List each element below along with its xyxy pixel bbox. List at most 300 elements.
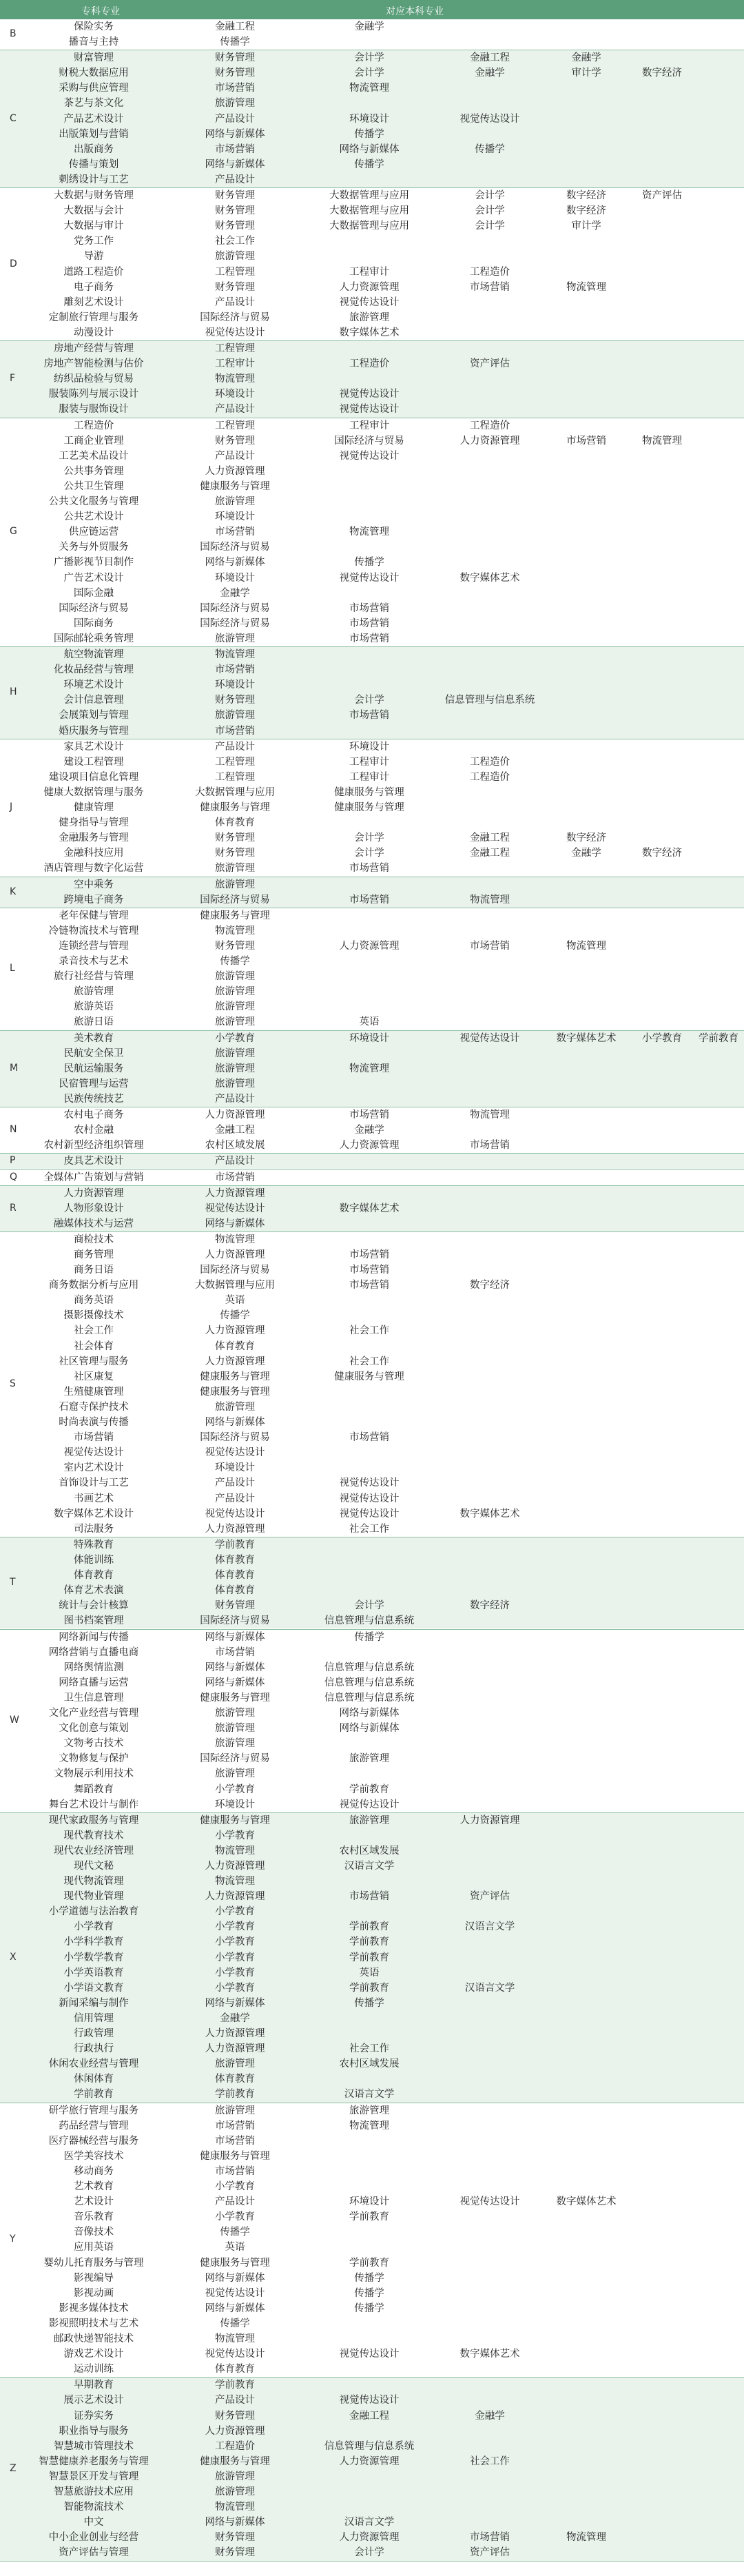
table-row (0, 1445, 744, 1460)
table-row (0, 571, 744, 586)
table-row (0, 1522, 744, 1537)
bachelor-major-cell: 环境设计 (215, 389, 255, 400)
bachelor-major-cell: 市场营销 (470, 2532, 510, 2544)
bachelor-major-cell: 国际经济与贸易 (200, 1615, 270, 1627)
table-row (0, 540, 744, 555)
vocational-major-cell: 连锁经营与管理 (59, 940, 129, 952)
table-row (0, 677, 744, 693)
bachelor-major-cell: 数字媒体艺术 (459, 2349, 520, 2360)
bachelor-major-cell: 旅游管理 (215, 1078, 255, 1090)
letter-group (0, 341, 744, 418)
table-row (0, 1354, 744, 1369)
table-row (0, 616, 744, 631)
table-row (0, 433, 744, 449)
vocational-major-cell: 农村新型经济组织管理 (43, 1140, 144, 1152)
vocational-major-cell: 跨境电子商务 (63, 894, 124, 906)
vocational-major-cell: 早期教育 (74, 2380, 114, 2391)
bachelor-major-cell: 网络与新媒体 (339, 1708, 400, 1719)
bachelor-major-cell: 物流管理 (349, 527, 389, 538)
group-letter: G (10, 526, 17, 538)
bachelor-major-cell: 国际经济与贸易 (200, 602, 270, 614)
vocational-major-cell: 公共事务管理 (63, 465, 124, 477)
bachelor-major-cell: 金融工程 (470, 848, 510, 859)
bachelor-major-cell: 网络与新媒体 (205, 128, 265, 140)
bachelor-major-cell: 学前教育 (349, 2211, 389, 2223)
bachelor-major-cell: 国际经济与贸易 (200, 1432, 270, 1444)
bachelor-major-cell: 数字经济 (642, 848, 682, 859)
bachelor-major-cell: 健康服务与管理 (334, 802, 404, 814)
bachelor-major-cell: 财务管理 (215, 848, 255, 859)
vocational-major-cell: 融媒体技术与运营 (54, 1218, 134, 1229)
bachelor-major-cell: 英语 (225, 2242, 245, 2253)
table-row (0, 830, 744, 846)
table-row (0, 1031, 744, 1046)
bachelor-major-cell: 环境设计 (349, 2196, 389, 2208)
vocational-major-cell: 公共艺术设计 (63, 511, 124, 523)
table-row (0, 280, 744, 295)
table-row (0, 1553, 744, 1568)
vocational-major-cell: 智慧旅游技术应用 (54, 2486, 134, 2498)
bachelor-major-cell: 视觉传达设计 (205, 1203, 265, 1214)
group-letter: J (10, 801, 13, 813)
group-letter: H (10, 686, 17, 698)
bachelor-major-cell: 传播学 (354, 128, 384, 140)
vocational-major-cell: 网络营销与直播电商 (48, 1646, 139, 1658)
vocational-major-cell: 社会工作 (74, 1325, 114, 1337)
vocational-major-cell: 影视多媒体技术 (59, 2302, 129, 2314)
vocational-major-cell: 商务管理 (74, 1249, 114, 1260)
bachelor-major-cell: 学前教育 (349, 2257, 389, 2269)
bachelor-major-cell: 财务管理 (215, 1600, 255, 1612)
bachelor-major-cell: 市场营销 (215, 143, 255, 155)
bachelor-major-cell: 市场营销 (215, 1172, 255, 1183)
table-row (0, 2240, 744, 2255)
bachelor-major-cell: 小学教育 (215, 1783, 255, 1795)
vocational-major-cell: 网络直播与运营 (59, 1677, 129, 1688)
bachelor-major-cell: 社会工作 (470, 2455, 510, 2467)
bachelor-major-cell: 视觉传达设计 (205, 327, 265, 338)
bachelor-major-cell: 环境设计 (215, 679, 255, 691)
letter-group (0, 647, 744, 739)
vocational-major-cell: 健身指导与管理 (59, 817, 129, 829)
vocational-major-cell: 中文 (83, 2517, 104, 2528)
table-row (0, 2056, 744, 2072)
group-letter: P (10, 1155, 16, 1167)
vocational-major-cell: 艺术设计 (74, 2196, 114, 2208)
table-row (0, 402, 744, 417)
vocational-major-cell: 人物形象设计 (63, 1203, 124, 1214)
bachelor-major-cell: 人力资源管理 (339, 2532, 400, 2544)
bachelor-major-cell: 大数据管理与应用 (195, 1280, 275, 1291)
bachelor-major-cell: 环境设计 (349, 1032, 389, 1044)
table-row (0, 265, 744, 280)
bachelor-major-cell: 审计学 (571, 221, 601, 232)
table-row (0, 892, 744, 908)
table-row (0, 2026, 744, 2041)
vocational-major-cell: 旅游管理 (74, 986, 114, 998)
vocational-major-cell: 现代文秘 (74, 1860, 114, 1872)
vocational-major-cell: 数字媒体艺术设计 (54, 1508, 134, 1520)
vocational-major-cell: 社区康复 (74, 1371, 114, 1382)
bachelor-major-cell: 旅游管理 (215, 633, 255, 644)
table-row (0, 2179, 744, 2194)
vocational-major-cell: 小学英语教育 (63, 1967, 124, 1979)
bachelor-major-cell: 环境设计 (349, 741, 389, 753)
bachelor-major-cell: 物流管理 (566, 2532, 606, 2544)
bachelor-major-cell: 国际经济与贸易 (200, 542, 270, 553)
bachelor-major-cell: 人力资源管理 (459, 1815, 520, 1826)
letter-group (0, 1232, 744, 1537)
vocational-major-cell: 民宿管理与运营 (59, 1078, 129, 1090)
table-row (0, 19, 744, 34)
table-row (0, 1813, 744, 1828)
bachelor-major-cell: 健康服务与管理 (200, 2257, 270, 2269)
table-row (0, 356, 744, 371)
bachelor-major-cell: 金融学 (220, 587, 250, 599)
bachelor-major-cell: 社会工作 (349, 1523, 389, 1535)
vocational-major-cell: 人力资源管理 (63, 1187, 124, 1199)
bachelor-major-cell: 人力资源管理 (205, 1860, 265, 1872)
bachelor-major-cell: 会计学 (354, 68, 384, 79)
vocational-major-cell: 小学科学教育 (63, 1936, 124, 1948)
bachelor-major-cell: 视觉传达设计 (339, 1493, 400, 1504)
bachelor-major-cell: 旅游管理 (215, 1047, 255, 1059)
bachelor-major-cell: 汉语言文学 (344, 1860, 395, 1872)
bachelor-major-cell: 人力资源管理 (339, 281, 400, 293)
bachelor-major-cell: 体育教育 (215, 1585, 255, 1597)
bachelor-major-cell: 网络与新媒体 (205, 2272, 265, 2284)
bachelor-major-cell: 健康服务与管理 (200, 1371, 270, 1382)
vocational-major-cell: 旅游日语 (74, 1016, 114, 1028)
vocational-major-cell: 影视编导 (74, 2272, 114, 2284)
bachelor-major-cell: 农村区域发展 (205, 1140, 265, 1152)
bachelor-major-cell: 工程审计 (349, 756, 389, 768)
bachelor-major-cell: 资产评估 (470, 358, 510, 370)
bachelor-major-cell: 学前教育 (349, 1952, 389, 1963)
bachelor-major-cell: 视觉传达设计 (459, 2196, 520, 2208)
bachelor-major-cell: 物流管理 (349, 83, 389, 94)
table-row (0, 1645, 744, 1660)
table-row (0, 1919, 744, 1934)
bachelor-major-cell: 人力资源管理 (205, 2425, 265, 2437)
bachelor-major-cell: 小学教育 (215, 1906, 255, 1918)
table-row (0, 1278, 744, 1293)
bachelor-major-cell: 网络与新媒体 (205, 1677, 265, 1688)
vocational-major-cell: 应用英语 (74, 2242, 114, 2253)
bachelor-major-cell: 物流管理 (349, 1063, 389, 1074)
bachelor-major-cell: 金融学 (571, 848, 601, 859)
bachelor-major-cell: 传播学 (354, 2302, 384, 2314)
table-row (0, 387, 744, 402)
bachelor-major-cell: 会计学 (354, 695, 384, 706)
bachelor-major-cell: 大数据管理与应用 (329, 221, 409, 232)
vocational-major-cell: 文物考古技术 (63, 1738, 124, 1750)
bachelor-major-cell: 产品设计 (215, 1493, 255, 1504)
bachelor-major-cell: 传播学 (220, 2318, 250, 2329)
bachelor-major-cell: 市场营销 (349, 894, 389, 906)
table-row (0, 127, 744, 142)
table-row (0, 341, 744, 356)
bachelor-major-cell: 农村区域发展 (339, 2058, 400, 2070)
bachelor-major-cell: 市场营销 (215, 527, 255, 538)
bachelor-major-cell: 产品设计 (215, 1478, 255, 1489)
bachelor-major-cell: 工程造价 (470, 420, 510, 431)
table-row (0, 1201, 744, 1216)
bachelor-major-cell: 网络与新媒体 (339, 1723, 400, 1735)
vocational-major-cell: 石窟寺保护技术 (59, 1401, 129, 1413)
bachelor-major-cell: 工程管理 (215, 756, 255, 768)
vocational-major-cell: 艺术教育 (74, 2181, 114, 2193)
bachelor-major-cell: 旅游管理 (215, 1738, 255, 1750)
table-row (0, 479, 744, 494)
vocational-major-cell: 智慧景区开发与管理 (48, 2471, 139, 2482)
vocational-major-cell: 老年保健与管理 (59, 910, 129, 921)
bachelor-major-cell: 社会工作 (349, 1356, 389, 1367)
table-row (0, 954, 744, 969)
vocational-major-cell: 学前教育 (74, 2089, 114, 2100)
group-letter: S (10, 1378, 16, 1389)
bachelor-major-cell: 健康服务与管理 (200, 1815, 270, 1826)
bachelor-major-cell: 小学教育 (215, 1830, 255, 1841)
vocational-major-cell: 体育艺术表演 (63, 1585, 124, 1597)
bachelor-major-cell: 市场营销 (349, 602, 389, 614)
bachelor-major-cell: 信息管理与信息系统 (324, 1677, 415, 1688)
vocational-major-cell: 化妆品经营与管理 (54, 664, 134, 676)
vocational-major-cell: 游戏艺术设计 (63, 2349, 124, 2360)
bachelor-major-cell: 环境设计 (215, 511, 255, 523)
group-letter: W (10, 1715, 19, 1726)
bachelor-major-cell: 视觉传达设计 (339, 2395, 400, 2406)
table-row (0, 371, 744, 387)
letter-group (0, 739, 744, 877)
bachelor-major-cell: 金融工程 (470, 832, 510, 844)
bachelor-major-cell: 旅游管理 (215, 1723, 255, 1735)
vocational-major-cell: 市场营销 (74, 1432, 114, 1444)
vocational-major-cell: 商检技术 (74, 1234, 114, 1245)
bachelor-major-cell: 旅游管理 (215, 1768, 255, 1780)
vocational-major-cell: 智慧健康养老服务与管理 (39, 2455, 149, 2467)
bachelor-major-cell: 市场营销 (215, 2135, 255, 2147)
table-row (0, 1186, 744, 1201)
table-row (0, 218, 744, 234)
bachelor-major-cell: 网络与新媒体 (205, 2517, 265, 2528)
table-row (0, 1598, 744, 1613)
table-row (0, 2530, 744, 2545)
vocational-major-cell: 工程造价 (74, 420, 114, 431)
bachelor-major-cell: 工程管理 (215, 343, 255, 355)
vocational-major-cell: 航空物流管理 (63, 649, 124, 661)
group-letter: N (10, 1124, 17, 1136)
vocational-major-cell: 保险实务 (74, 21, 114, 32)
table-row (0, 2469, 744, 2484)
group-divider (0, 2561, 744, 2562)
bachelor-major-cell: 人力资源管理 (205, 1110, 265, 1121)
bachelor-major-cell: 人力资源管理 (205, 2028, 265, 2040)
letter-group (0, 1107, 744, 1153)
bachelor-major-cell: 小学教育 (215, 2211, 255, 2223)
vocational-major-cell: 农村电子商务 (63, 1110, 124, 1121)
bachelor-major-cell: 健康服务与管理 (200, 2150, 270, 2162)
table-row (0, 1797, 744, 1812)
bachelor-major-cell: 视觉传达设计 (205, 1508, 265, 1520)
group-letter: Z (10, 2462, 17, 2474)
letter-group (0, 1537, 744, 1629)
vocational-major-cell: 工艺美术品设计 (59, 450, 129, 462)
vocational-major-cell: 文物修复与保护 (59, 1753, 129, 1765)
table-row (0, 2149, 744, 2164)
letter-group (0, 2103, 744, 2378)
bachelor-major-cell: 健康服务与管理 (200, 2455, 270, 2467)
bachelor-major-cell: 工程审计 (349, 771, 389, 783)
bachelor-major-cell: 数字经济 (470, 1280, 510, 1291)
vocational-major-cell: 会计信息管理 (63, 695, 124, 706)
bachelor-major-cell: 视觉传达设计 (205, 2349, 265, 2360)
bachelor-major-cell: 旅游管理 (215, 496, 255, 508)
table-row (0, 1506, 744, 1522)
table-row (0, 2500, 744, 2515)
vocational-major-cell: 信用管理 (74, 2012, 114, 2024)
table-row (0, 939, 744, 954)
vocational-major-cell: 现代物流管理 (63, 1876, 124, 1888)
table-row (0, 142, 744, 157)
bachelor-major-cell: 物流管理 (215, 1845, 255, 1857)
vocational-major-cell: 现代教育技术 (63, 1830, 124, 1841)
table-row (0, 2331, 744, 2347)
bachelor-major-cell: 金融学 (475, 68, 505, 79)
bachelor-major-cell: 环境设计 (215, 1799, 255, 1810)
bachelor-major-cell: 财务管理 (215, 940, 255, 952)
bachelor-major-cell: 传播学 (354, 1997, 384, 2009)
bachelor-major-cell: 会计学 (354, 52, 384, 64)
vocational-major-cell: 现代家政服务与管理 (48, 1815, 139, 1826)
table-row (0, 1766, 744, 1781)
table-row (0, 999, 744, 1014)
bachelor-major-cell: 数字媒体艺术 (556, 1032, 617, 1044)
letter-group (0, 2378, 744, 2560)
vocational-major-cell: 民族传统技艺 (63, 1093, 124, 1105)
table-row (0, 2515, 744, 2530)
bachelor-major-cell: 视觉传达设计 (339, 296, 400, 308)
vocational-major-cell: 动漫设计 (74, 327, 114, 338)
bachelor-major-cell: 数字经济 (566, 832, 606, 844)
bachelor-major-cell: 工程造价 (470, 756, 510, 768)
letter-group (0, 877, 744, 908)
bachelor-major-cell: 物流管理 (215, 1234, 255, 1245)
group-letter: B (10, 28, 17, 40)
bachelor-major-cell: 环境设计 (215, 1462, 255, 1474)
vocational-major-cell: 公共文化服务与管理 (48, 496, 139, 508)
bachelor-major-cell: 人力资源管理 (205, 465, 265, 477)
bachelor-major-cell: 网络与新媒体 (205, 1218, 265, 1229)
bachelor-major-cell: 产品设计 (215, 741, 255, 753)
bachelor-major-cell: 金融学 (475, 2410, 505, 2422)
vocational-major-cell: 国际金融 (74, 587, 114, 599)
bachelor-major-cell: 产品设计 (215, 1093, 255, 1105)
bachelor-major-cell: 旅游管理 (215, 971, 255, 983)
vocational-major-cell: 音像技术 (74, 2227, 114, 2238)
bachelor-major-cell: 人力资源管理 (205, 1325, 265, 1337)
table-row (0, 2347, 744, 2362)
table-row (0, 785, 744, 800)
vocational-major-cell: 产品艺术设计 (63, 113, 124, 125)
bachelor-major-cell: 会计学 (354, 832, 384, 844)
bachelor-major-cell: 传播学 (354, 2272, 384, 2284)
vocational-major-cell: 小学教育 (74, 1921, 114, 1933)
bachelor-major-cell: 旅游管理 (349, 1753, 389, 1765)
table-row (0, 1014, 744, 1030)
vocational-major-cell: 旅游英语 (74, 1001, 114, 1013)
table-row (0, 1308, 744, 1323)
bachelor-major-cell: 物流管理 (215, 374, 255, 385)
bachelor-major-cell: 学前教育 (215, 1539, 255, 1551)
bachelor-major-cell: 数字媒体艺术 (459, 572, 520, 584)
vocational-major-cell: 建设项目信息化管理 (48, 771, 139, 783)
bachelor-major-cell: 金融工程 (470, 52, 510, 64)
bachelor-major-cell: 市场营销 (215, 2120, 255, 2132)
vocational-major-cell: 移动商务 (74, 2165, 114, 2177)
bachelor-major-cell: 物流管理 (215, 2502, 255, 2513)
table-row (0, 2072, 744, 2087)
bachelor-major-cell: 工程审计 (349, 266, 389, 278)
bachelor-major-cell: 会计学 (354, 2547, 384, 2559)
vocational-major-cell: 定制旅行管理与服务 (48, 311, 139, 323)
vocational-major-cell: 供应链运营 (68, 527, 119, 538)
vocational-major-cell: 国际商务 (74, 617, 114, 629)
bachelor-major-cell: 市场营销 (349, 1110, 389, 1121)
vocational-major-cell: 特殊教育 (74, 1539, 114, 1551)
bachelor-major-cell: 学前教育 (215, 2380, 255, 2391)
bachelor-major-cell: 市场营销 (470, 1140, 510, 1152)
bachelor-major-cell: 数字经济 (470, 1600, 510, 1612)
table-row (0, 815, 744, 830)
vocational-major-cell: 研学旅行管理与服务 (48, 2105, 139, 2116)
bachelor-major-cell: 学前教育 (349, 1921, 389, 1933)
vocational-major-cell: 证券实务 (74, 2410, 114, 2422)
bachelor-major-cell: 市场营销 (349, 617, 389, 629)
vocational-major-cell: 酒店管理与数字化运营 (43, 863, 144, 875)
table-row (0, 708, 744, 723)
table-row (0, 2103, 744, 2118)
vocational-major-cell: 影视动画 (74, 2287, 114, 2299)
table-row (0, 325, 744, 340)
bachelor-major-cell: 网络与新媒体 (205, 557, 265, 569)
table-row (0, 295, 744, 310)
bachelor-major-cell: 市场营销 (349, 863, 389, 875)
vocational-major-cell: 网络新闻与传播 (59, 1631, 129, 1643)
bachelor-major-cell: 物流管理 (215, 2333, 255, 2345)
bachelor-major-cell: 物流管理 (215, 925, 255, 937)
bachelor-major-cell: 人力资源管理 (459, 435, 520, 447)
vocational-major-cell: 图书档案管理 (63, 1615, 124, 1627)
bachelor-major-cell: 人力资源管理 (205, 1249, 265, 1260)
bachelor-major-cell: 财务管理 (215, 435, 255, 447)
bachelor-major-cell: 资产评估 (470, 2547, 510, 2559)
bachelor-major-cell: 旅游管理 (215, 1016, 255, 1028)
bachelor-major-cell: 人力资源管理 (205, 1356, 265, 1367)
table-row (0, 739, 744, 755)
bachelor-major-cell: 物流管理 (566, 281, 606, 293)
bachelor-major-cell: 产品设计 (215, 404, 255, 416)
bachelor-major-cell: 汉语言文学 (344, 2517, 395, 2528)
table-row (0, 1400, 744, 1415)
bachelor-major-cell: 传播学 (220, 37, 250, 48)
table-row (0, 1950, 744, 1965)
bachelor-major-cell: 视觉传达设计 (459, 1032, 520, 1044)
bachelor-major-cell: 健康服务与管理 (200, 480, 270, 492)
vocational-major-cell: 关务与外贸服务 (59, 542, 129, 553)
bachelor-major-cell: 体育教育 (215, 2074, 255, 2085)
vocational-major-cell: 健康管理 (74, 802, 114, 814)
